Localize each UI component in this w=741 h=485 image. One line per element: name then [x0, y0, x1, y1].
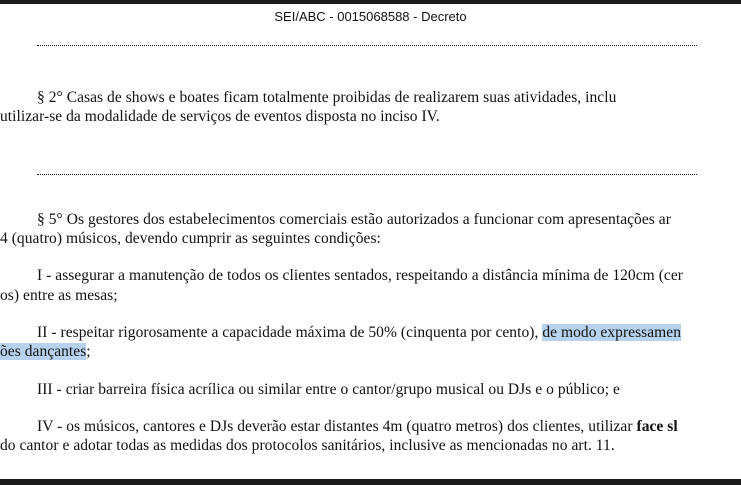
paragraph-5-line-1: § 5° Os gestores dos estabelecimentos comerciais estão autorizados a funcionar com apresentações ar: [37, 211, 671, 228]
top-border: [0, 0, 741, 4]
item-2-line-2-text: ;: [86, 343, 91, 360]
item-4-bold-text: face sl: [636, 418, 678, 435]
item-3-line-1: III - criar barreira física acrílica ou similar entre o cantor/grupo musical ou DJs e o público; e: [37, 381, 620, 398]
item-1-line-1: I - assegurar a manutenção de todos os clientes sentados, respeitando a distância mínima de 120cm (cer: [37, 267, 683, 284]
item-2-line-2: [0, 343, 91, 361]
paragraph-5-line-2: 4 (quatro) músicos, devendo cumprir as seguintes condições:: [0, 230, 381, 247]
separator-dotted-line-1: [37, 45, 697, 46]
item-2-highlighted-text-continued[interactable]: ões dançantes: [0, 343, 87, 360]
separator-dotted-line-2: [37, 174, 697, 175]
item-1-line-2: os) entre as mesas;: [0, 287, 118, 304]
item-4-line-1: [37, 418, 678, 436]
paragraph-2-line-2: utilizar-se da modalidade de serviços de eventos disposta no inciso IV.: [0, 108, 440, 125]
item-4-line-2: do cantor e adotar todas as medidas dos protocolos sanitários, inclusive as mencionadas no art. 11.: [0, 437, 615, 454]
paragraph-2-line-1: § 2° Casas de shows e boates ficam totalmente proibidas de realizarem suas atividades, inclu: [37, 89, 617, 106]
document-header: SEI/ABC - 0015068588 - Decreto: [274, 9, 467, 24]
bottom-border: [0, 479, 741, 485]
item-4-line-1-text: IV - os músicos, cantores e DJs deverão estar distantes 4m (quatro metros) dos clientes, utilizar: [37, 418, 637, 435]
item-2-line-1-text: II - respeitar rigorosamente a capacidade máxima de 50% (cinquenta por cento),: [37, 324, 543, 341]
item-2-highlighted-text[interactable]: de modo expressamen: [542, 324, 682, 341]
item-2-line-1: [37, 324, 681, 342]
